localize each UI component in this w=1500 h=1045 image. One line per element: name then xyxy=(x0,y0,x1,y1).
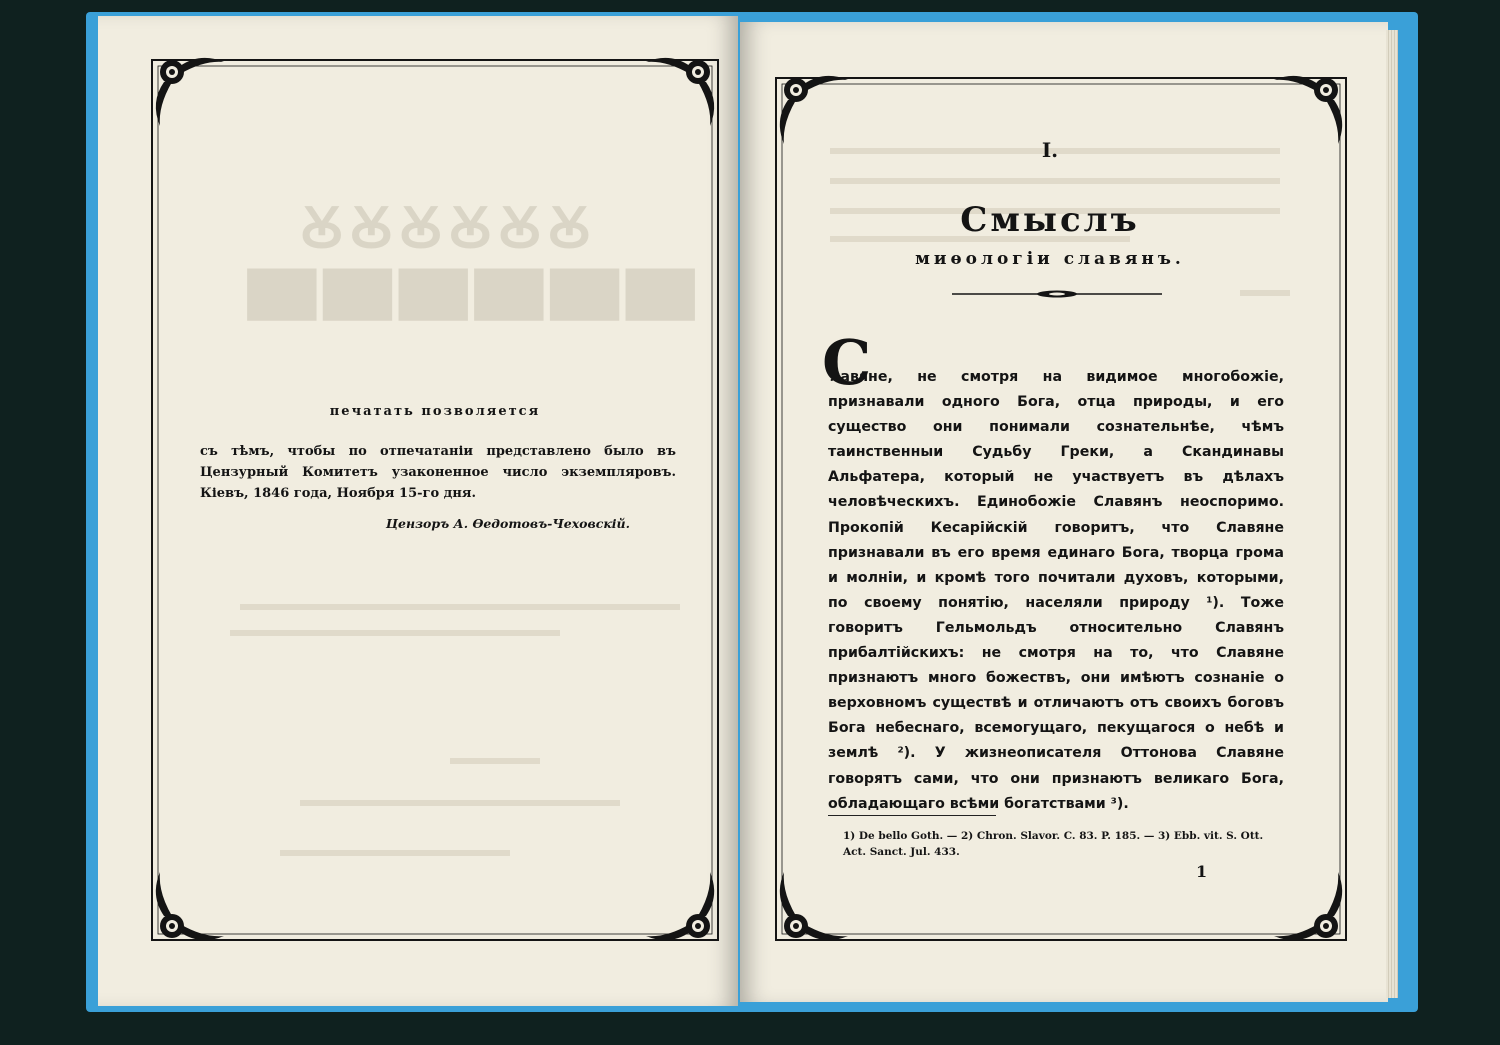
page-number: 1 xyxy=(1196,862,1208,881)
chapter-body xyxy=(828,365,1284,817)
page-edges xyxy=(1386,30,1398,998)
imprimatur-heading: печатать позволяется xyxy=(329,404,541,419)
title-ornament xyxy=(952,288,1162,300)
footnotes: 1) De bello Goth. — 2) Chron. Slavor. C. 83. P. 185. — 3) Ebb. vit. S. Ott. Act. Sanct. Jul. 433. xyxy=(843,830,1264,858)
imprimatur-text: съ тѣмъ, чтобы по отпечатаніи представлено было въ Цензурный Комитетъ узаконенное число экземпляровъ. Кіевъ, 1846 года, Ноября 15-го дня. xyxy=(200,444,676,501)
show-through-title: ꙊꙊꙊꙊꙊꙊ xyxy=(300,195,598,261)
drop-cap: С xyxy=(822,326,872,399)
footnote-rule xyxy=(828,815,996,816)
chapter-number: I. xyxy=(1041,138,1059,162)
chapter-title: Смыслъ xyxy=(960,200,1140,240)
chapter-subtitle: миѳологіи славянъ. xyxy=(915,249,1185,269)
censor-signature: Цензоръ А. Ѳедотовъ-Чеховскій. xyxy=(385,516,630,531)
chapter-body-text: лавяне, не смотря на видимое многобожіе, признавали одного Бога, отца природы, и его существо они понимали сознательнѣе, чѣмъ таинственныи Судьбу Греки, а Скандинавы Альфатера, который не участвуетъ въ дѣлахъ человѣческихъ. Единобожіе Славянъ неоспоримо. Прокопій Кесарійскій говоритъ, что Славяне признавали въ его время единаго Бога, творца грома и молніи, и кромѣ того почитали духовъ, которыми, по своему понятію, населяли природу ¹). Тоже говоритъ Гельмольдъ относительно Славянъ прибалтійскихъ: не смотря на то, что Славяне признаютъ много божествъ, они имѣютъ сознаніе о верховномъ существѣ и отличаютъ отъ своихъ боговъ Бога небеснаго, всемогущаго, пекущагося о небѣ и землѣ ²). У жизнеописателя Оттонова Славяне говорятъ сами, что они признаютъ великаго Бога, обладающаго всѣми богатствами ³). xyxy=(828,369,1284,812)
show-through-title-2: ▀▀▀▀▀▀ xyxy=(248,268,703,372)
